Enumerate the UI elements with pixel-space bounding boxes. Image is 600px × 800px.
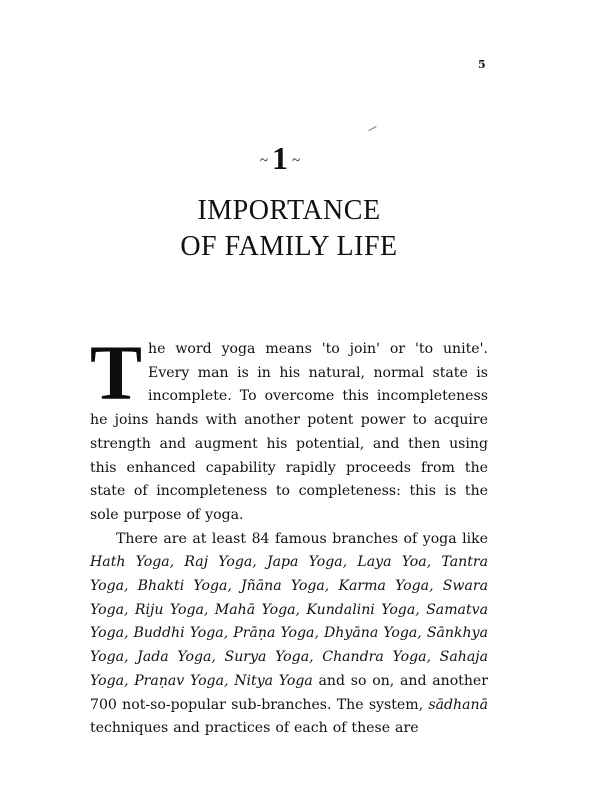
paragraph-2 [90, 528, 488, 741]
paragraph-2-continuation: and so on, and another 700 not-so-popular sub-branches. The system, [90, 672, 489, 713]
chapter-dash-left: ~ [259, 153, 268, 170]
page-number: 5 [478, 58, 486, 71]
paragraph-2-intro: There are at least 84 famous branches of yoga like [116, 530, 488, 547]
body-text [90, 329, 489, 741]
drop-cap: T [90, 329, 143, 416]
chapter-dash-right: ~ [292, 153, 301, 170]
stray-mark [368, 126, 376, 131]
paragraph-1 [90, 329, 488, 528]
paragraph-2-ending: techniques and practices of each of these are [90, 720, 419, 737]
paragraph-1-text: he word yoga means 'to join' or 'to unite'. Every man is in his natural, normal state is incomplete. To overcome this incompleteness he joins hands with another potent power to acquire strength and augment his potential, and then using this enhanced capability rapidly proceeds from the state of incompleteness to completeness: this is the sole purpose of yoga. [90, 341, 488, 523]
chapter-title-line-1: IMPORTANCE [197, 195, 381, 226]
chapter-number [0, 140, 560, 177]
yoga-list: Hath Yoga, Raj Yoga, Japa Yoga, Laya Yoa, Tantra Yoga, Bhakti Yoga, Jñāna Yoga, Karma Yoga, Swara Yoga, Riju Yoga, Mahā Yoga, Kundalini Yoga, Samatva Yoga, Buddhi Yoga, Prāṇa Yoga, Dhyāna Yoga, Sānkhya Yoga, Jada Yoga, Surya Yoga, Chandra Yoga, Sahaja Yoga, Praṇav Yoga, Nitya Yoga [90, 554, 488, 689]
sadhana-word: sādhanā [428, 696, 488, 713]
chapter-title-line-2: OF FAMILY LIFE [180, 231, 398, 262]
chapter-number-value: 1 [272, 140, 288, 176]
